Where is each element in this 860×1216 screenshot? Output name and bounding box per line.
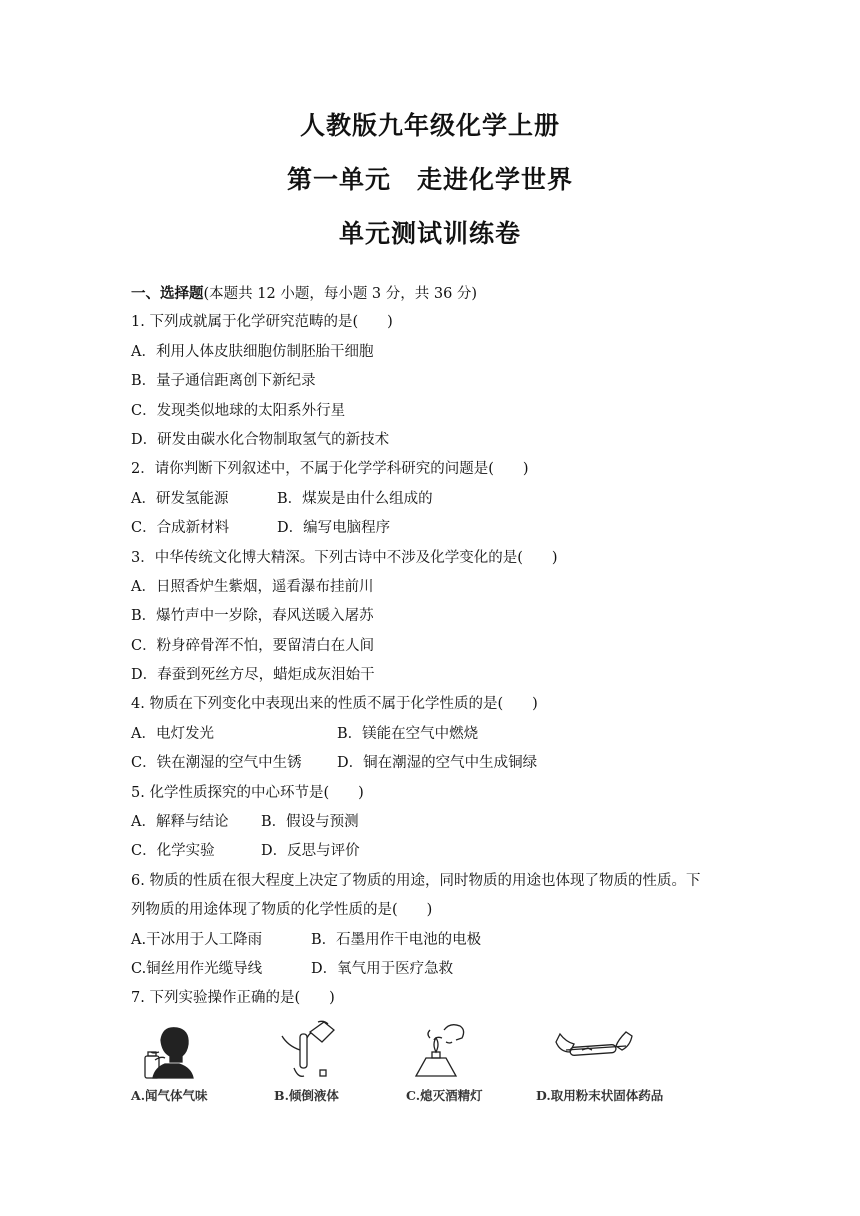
question-7-stem: 7. 下列实验操作正确的是( ) (131, 990, 335, 1007)
question-6-option-d: D．氧气用于医疗急救 (311, 960, 454, 977)
question-2-options-cd (131, 514, 731, 543)
question-5-stem: 5. 化学性质探究的中心环节是( ) (131, 784, 364, 801)
pour-liquid-figure-icon (274, 1020, 344, 1082)
question-1-option-b: B．量子通信距离创下新纪录 (131, 373, 316, 390)
question-1-option-d: D．研发由碳水化合物制取氢气的新技术 (131, 431, 390, 448)
question-3-stem: 3．中华传统文化博大精深。下列古诗中不涉及化学变化的是( ) (131, 549, 558, 566)
figure-d-caption: D.取用粉末状固体药品 (536, 1088, 664, 1103)
figure-c (406, 1020, 483, 1104)
figure-b-caption: B.倾倒液体 (274, 1088, 339, 1103)
question-1-stem: 1. 下列成就属于化学研究范畴的是( ) (131, 314, 393, 331)
question-2-stem: 2．请你判断下列叙述中，不属于化学学科研究的问题是( ) (131, 461, 529, 478)
question-6-option-c: C.铜丝用作光缆导线 (131, 960, 263, 977)
question-2-option-d: D．编写电脑程序 (277, 520, 391, 537)
question-5-option-d: D．反思与评价 (261, 843, 360, 860)
question-list (131, 279, 731, 1014)
extinguish-lamp-figure-icon (406, 1020, 476, 1082)
question-3-option-b: B．爆竹声中一岁除，春风送暖入屠苏 (131, 608, 374, 625)
question-4-option-c: C．铁在潮湿的空气中生锈 (131, 755, 302, 772)
figure-b (274, 1020, 344, 1104)
smell-gas-figure-icon (131, 1020, 201, 1082)
question-1-option-c: C．发现类似地球的太阳系外行星 (131, 402, 346, 419)
question-2-options-ab (131, 485, 731, 514)
question-6-stem-line1: 6. 物质的性质在很大程度上决定了物质的用途，同时物质的用途也体现了物质的性质。下 (131, 872, 701, 889)
question-3-option-c: C．粉身碎骨浑不怕，要留清白在人间 (131, 637, 375, 654)
figure-a (131, 1020, 208, 1104)
take-powder-figure-icon (536, 1020, 646, 1082)
question-5-option-a: A．解释与结论 (131, 814, 229, 831)
question-4-stem: 4. 物质在下列变化中表现出来的性质不属于化学性质的是( ) (131, 696, 538, 713)
figure-d (536, 1020, 663, 1104)
figure-a-caption: A.闻气体气味 (131, 1088, 208, 1103)
question-2-option-c: C．合成新材料 (131, 520, 230, 537)
question-6-options-cd (131, 955, 731, 984)
question-2-option-a: A．研发氢能源 (131, 490, 229, 507)
title-test: 单元测试训练卷 (338, 219, 521, 248)
question-6-stem-line2: 列物质的用途体现了物质的化学性质的是( ) (131, 902, 433, 919)
title-block (0, 100, 860, 260)
question-5-options-ab (131, 808, 731, 837)
question-4-option-a: A．电灯发光 (131, 725, 214, 742)
title-unit: 第一单元 走进化学世界 (286, 165, 573, 194)
question-1-option-a: A．利用人体皮肤细胞仿制胚胎干细胞 (131, 343, 374, 360)
question-3-option-d: D．春蚕到死丝方尽，蜡炬成灰泪始干 (131, 667, 375, 684)
question-4-options-cd (131, 749, 731, 778)
figure-c-caption: C.熄灭酒精灯 (406, 1088, 483, 1103)
question-5-option-c: C．化学实验 (131, 843, 215, 860)
question-6-option-b: B．石墨用作干电池的电极 (311, 931, 482, 948)
section-heading: 一、选择题 (131, 285, 204, 302)
question-7-figures (131, 1020, 731, 1120)
section-header (131, 279, 731, 308)
section-note: (本题共 12 小题，每小题 3 分，共 36 分) (203, 286, 478, 302)
question-4-option-d: D．铜在潮湿的空气中生成铜绿 (337, 755, 538, 772)
question-2-option-b: B．煤炭是由什么组成的 (277, 490, 433, 507)
question-3-option-a: A．日照香炉生紫烟，遥看瀑布挂前川 (131, 578, 374, 595)
title-book: 人教版九年级化学上册 (299, 111, 560, 140)
question-6-option-a: A.干冰用于人工降雨 (131, 931, 263, 948)
question-6-options-ab (131, 926, 731, 955)
question-4-options-ab (131, 720, 731, 749)
question-5-options-cd (131, 837, 731, 866)
question-5-option-b: B．假设与预测 (261, 814, 359, 831)
question-4-option-b: B．镁能在空气中燃烧 (337, 725, 479, 742)
